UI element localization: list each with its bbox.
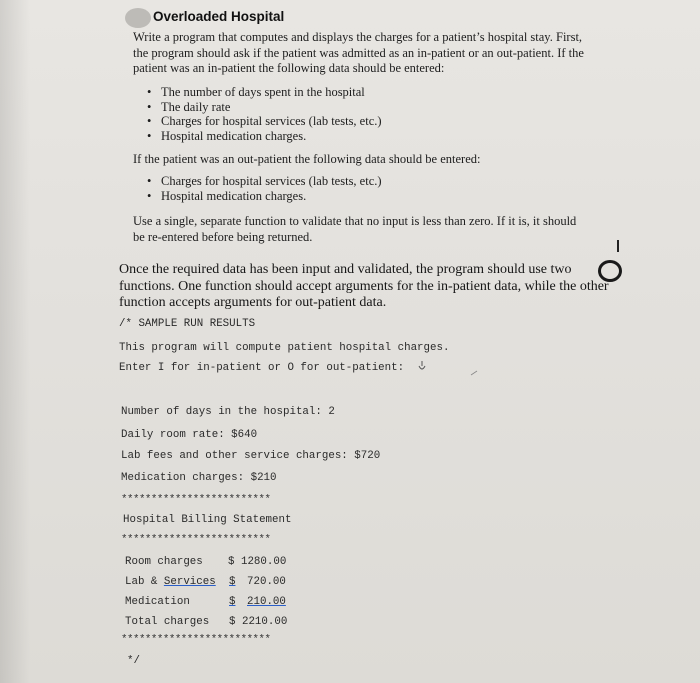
room-value: $ 1280.00 (228, 556, 287, 568)
divider-stars: ************************* (121, 534, 271, 546)
pen-tick-mark (617, 240, 619, 252)
days-line: Number of days in the hospital: 2 (121, 406, 335, 418)
list-item: • The number of days spent in the hospital (147, 85, 382, 100)
lab-label-link: Services (163, 576, 216, 588)
total-label: Total charges (125, 616, 210, 628)
page-shadow (0, 0, 30, 683)
list-item: • Charges for hospital services (lab tests, etc.) (147, 114, 382, 129)
divider-stars: ************************* (121, 634, 271, 646)
med-value: 210.00 (247, 596, 286, 608)
divider-stars: ************************* (121, 494, 271, 506)
statement-title: Hospital Billing Statement (123, 514, 292, 526)
sample-footer: */ (127, 655, 140, 667)
pencil-mark-icon (418, 360, 426, 372)
med-label: Medication (125, 596, 190, 608)
intro-paragraph: Write a program that computes and displays the charges for a patient’s hospital stay. First, the program should ask if the patient was admitted as an in-patient or an out-patient. If the patient was an in-patient the following data should be entered: (133, 30, 584, 75)
outpatient-list (147, 174, 382, 203)
outpatient-intro: If the patient was an out-patient the following data should be entered: (133, 152, 481, 166)
lab-value: 720.00 (247, 576, 286, 588)
med-dollar: $ (229, 596, 236, 608)
page-title: Overloaded Hospital (153, 9, 285, 24)
stray-mark-icon (470, 370, 478, 376)
highlight-mark (125, 8, 151, 28)
lab-dollar: $ (229, 576, 236, 588)
inpatient-list (147, 85, 382, 143)
functions-paragraph: Once the required data has been input and validated, the program should use two functions. One function should accept arguments for the in-patient data, while the other function accepts arguments for out-patient data. (119, 262, 609, 310)
sample-intro-line: This program will compute patient hospital charges. (119, 342, 450, 354)
rate-line: Daily room rate: $640 (121, 429, 258, 441)
lab-label-prefix: Lab & (125, 576, 164, 588)
lab-line: Lab fees and other service charges: $720 (121, 450, 381, 462)
lab-label (125, 576, 216, 588)
list-item: • The daily rate (147, 100, 382, 115)
list-item: • Hospital medication charges. (147, 129, 382, 144)
list-item: • Charges for hospital services (lab tests, etc.) (147, 174, 382, 189)
room-label: Room charges (125, 556, 203, 568)
med-line: Medication charges: $210 (121, 472, 277, 484)
validate-note: Use a single, separate function to validate that no input is less than zero. If it is, it should be re-entered before being returned. (133, 214, 577, 244)
sample-prompt-line: Enter I for in-patient or O for out-patient: (119, 362, 405, 374)
list-item: • Hospital medication charges. (147, 189, 382, 204)
total-value: $ 2210.00 (229, 616, 288, 628)
sample-header: /* SAMPLE RUN RESULTS (119, 318, 256, 330)
